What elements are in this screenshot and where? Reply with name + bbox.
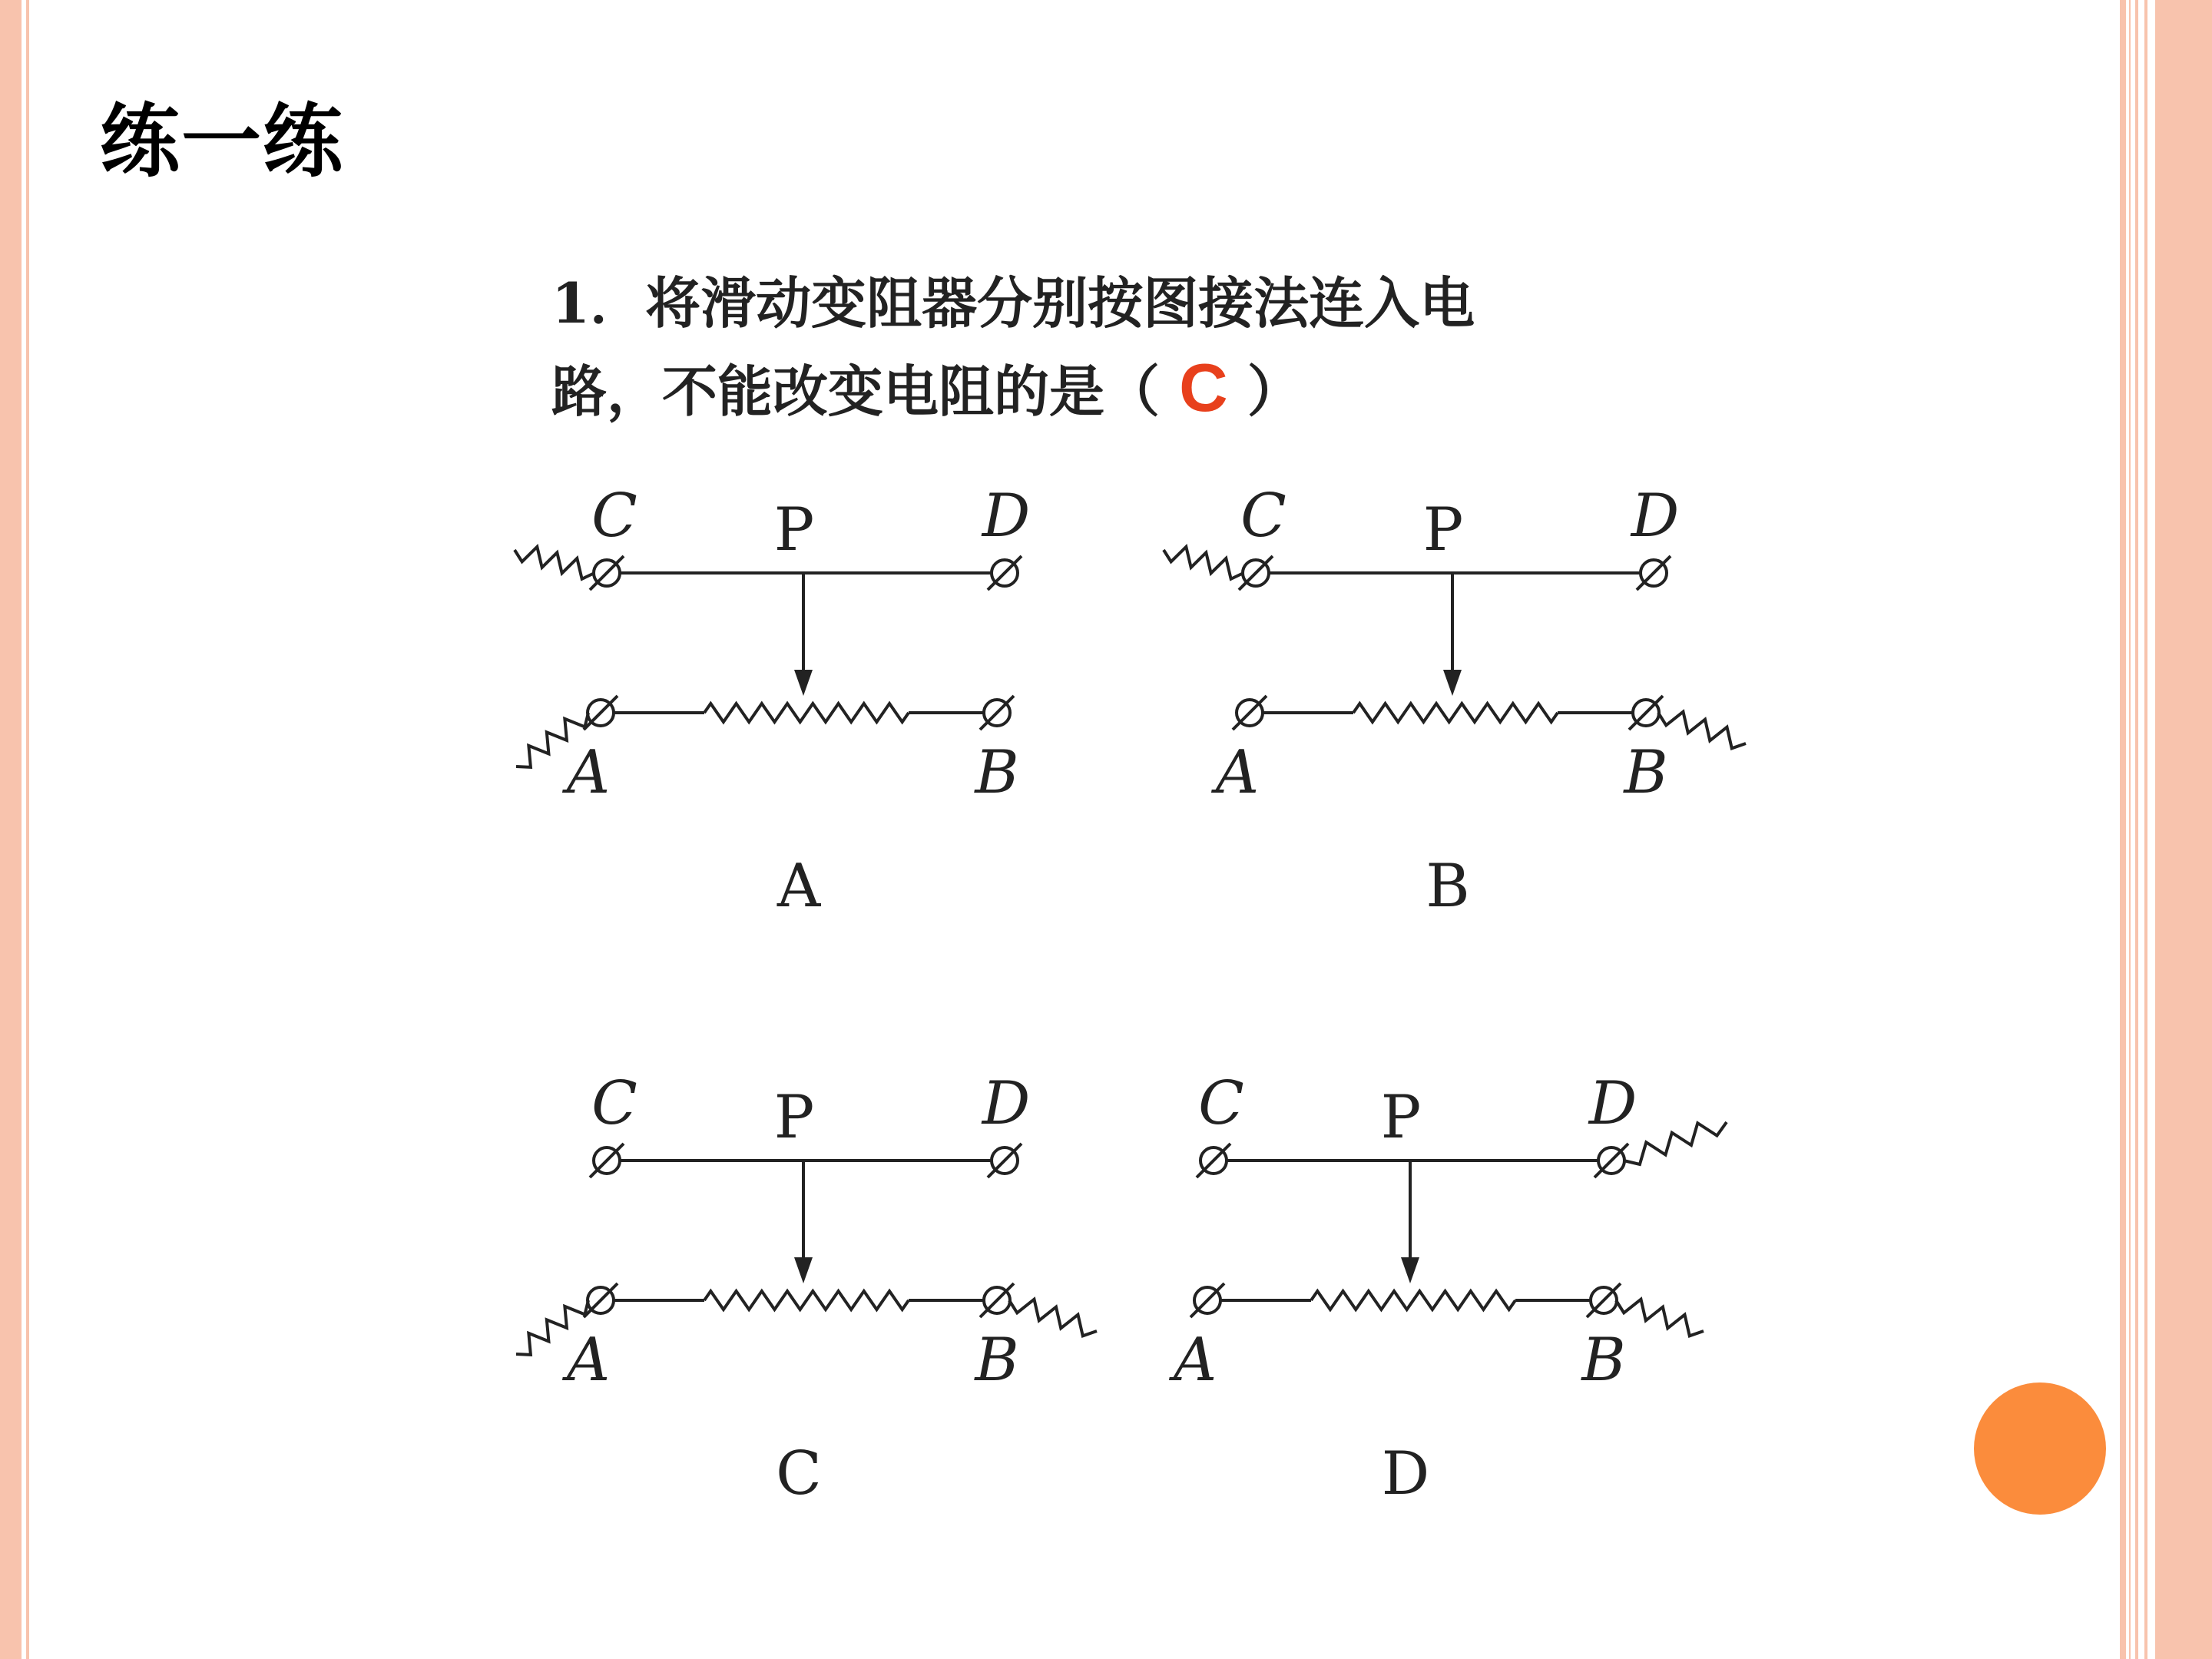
diagram-c-label-d: D xyxy=(982,1069,1031,1138)
question-close-paren: ） xyxy=(1227,359,1303,424)
diagram-c-label-a: A xyxy=(566,1326,611,1395)
diagram-a-label-c: C xyxy=(591,482,637,551)
diagram-d-wire-b xyxy=(1616,1300,1704,1336)
diagram-d-caption: D xyxy=(1381,1439,1430,1508)
diagram-c-wire-b xyxy=(1009,1300,1097,1336)
diagram-d-slider-arrow xyxy=(1401,1257,1419,1283)
diagram-a-label-b: B xyxy=(975,738,1019,807)
diagram-b-label-p: P xyxy=(1422,495,1464,565)
answer-label: C xyxy=(1179,349,1228,426)
diagram-a-caption: A xyxy=(777,852,821,921)
diagram-c-resistor-coil xyxy=(704,1291,909,1310)
diagram-a-resistor-coil xyxy=(704,704,909,722)
diagram-a-wire-c xyxy=(515,547,594,579)
diagram-c-label-c: C xyxy=(591,1069,637,1138)
diagram-b-label-b: B xyxy=(1624,738,1668,807)
diagram-a-label-a: A xyxy=(566,738,611,807)
question-line-1: 1．将滑动变阻器分别按图接法连入电 xyxy=(551,270,1475,336)
diagram-a-slider-arrow xyxy=(794,670,813,696)
diagram-d-label-p: P xyxy=(1380,1083,1422,1152)
diagram-d-label-b: B xyxy=(1581,1326,1626,1395)
diagram-b-wire-c xyxy=(1164,547,1243,579)
diagram-b-resistor-coil xyxy=(1353,704,1558,722)
diagram-b-label-a: A xyxy=(1215,738,1260,807)
diagram-b-wire-b xyxy=(1658,712,1746,749)
diagram-d-label-a: A xyxy=(1173,1326,1217,1395)
diagram-d-label-c: C xyxy=(1198,1069,1244,1138)
diagram-b-label-c: C xyxy=(1240,482,1286,551)
diagram-a-label-p: P xyxy=(773,495,815,565)
diagram-d-label-d: D xyxy=(1588,1069,1637,1138)
diagram-d-resistor-coil xyxy=(1311,1291,1515,1310)
decorative-circle xyxy=(1974,1382,2106,1515)
diagram-c-slider-arrow xyxy=(794,1257,813,1283)
diagram-c-label-p: P xyxy=(773,1083,815,1152)
diagram-c-caption: C xyxy=(776,1439,822,1508)
diagram-b-label-d: D xyxy=(1631,482,1680,551)
diagram-a-label-d: D xyxy=(982,482,1031,551)
diagram-b-slider-arrow xyxy=(1443,670,1462,696)
diagram-d-wire-d xyxy=(1624,1122,1727,1164)
diagram-b-caption: B xyxy=(1426,852,1470,921)
question-line-2-text: 路，不能改变电阻的是（ xyxy=(551,359,1180,424)
diagram-c-label-b: B xyxy=(975,1326,1019,1395)
slide-title: 练一练 xyxy=(100,94,345,188)
